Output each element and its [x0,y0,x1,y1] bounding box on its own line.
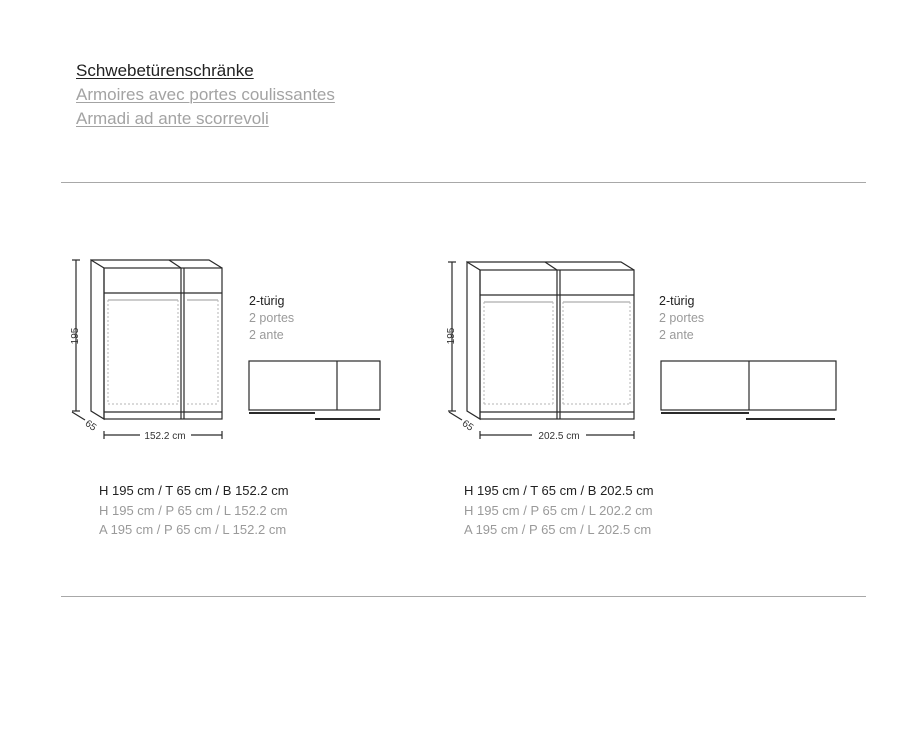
door-diagram-2 [661,361,836,419]
dimensions-block-1 [99,481,289,540]
door-diagram-1 [249,361,380,419]
dimensions-fr-1: H 195 cm / P 65 cm / L 152.2 cm [99,502,288,518]
width-label-1: 152.2 cm [144,431,186,442]
door-count-fr-2: 2 portes [659,311,705,325]
title-german: Schwebetürenschränke [76,61,254,80]
door-count-de-2: 2-türig [659,294,695,308]
depth-label-2: 65 [459,418,476,434]
dimensions-fr-2: H 195 cm / P 65 cm / L 202.2 cm [464,502,653,518]
door-count-fr-1: 2 portes [249,311,295,325]
dimensions-de-1: H 195 cm / T 65 cm / B 152.2 cm [99,483,289,498]
height-label-2: 195 [446,327,457,345]
height-label-1: 195 [70,327,81,345]
width-label-2: 202.5 cm [538,431,580,442]
depth-label-1: 65 [82,418,99,434]
wardrobe-drawing-1 [91,260,222,419]
title-french: Armoires avec portes coulissantes [76,85,335,104]
door-count-it-1: 2 ante [249,328,284,342]
depth-dimension-1 [72,412,85,420]
dimensions-de-2: H 195 cm / T 65 cm / B 202.5 cm [464,483,654,498]
depth-dimension-2 [449,412,462,420]
dimensions-it-1: A 195 cm / P 65 cm / L 152.2 cm [99,522,287,537]
dimensions-block-2 [464,481,654,540]
door-count-it-2: 2 ante [659,328,694,342]
title-italian: Armadi ad ante scorrevoli [76,109,269,128]
dimensions-it-2: A 195 cm / P 65 cm / L 202.5 cm [464,522,652,537]
wardrobe-drawing-2 [467,262,634,419]
door-count-de-1: 2-türig [249,294,285,308]
